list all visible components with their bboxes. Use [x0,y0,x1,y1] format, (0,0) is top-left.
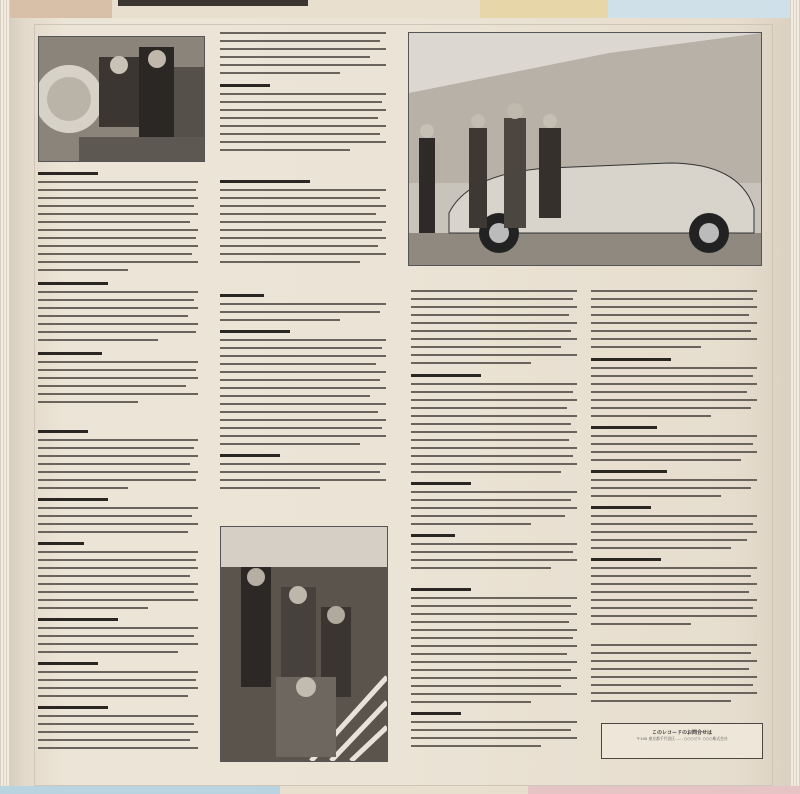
notes-column-1 [38,172,200,764]
notes-column-4-text [591,272,759,712]
photo-band-car [408,32,762,266]
notes-column-2-text [220,32,388,512]
photo-band-stairs-image [221,527,387,761]
contact-address: 〒100 東京都千代田区…… ○○○ビル ○○○株式会社 [636,736,728,741]
notes-column-3 [411,272,579,754]
photo-band-car-image [409,33,761,265]
contact-title: このレコードのお問合せは [651,730,712,736]
notes-column-4 [591,272,759,714]
contact-box [601,723,763,759]
notes-column-3-text [411,272,579,752]
photo-band-stairs [220,526,388,762]
photo-band-indoor-image [39,37,204,161]
left-spine [0,0,10,794]
bottom-edge-band [0,786,800,794]
photo-band-indoor [38,36,205,162]
right-spine [790,0,800,794]
top-edge-band [0,0,800,18]
notes-column-1-text [38,172,200,762]
notes-column-2 [220,32,388,514]
